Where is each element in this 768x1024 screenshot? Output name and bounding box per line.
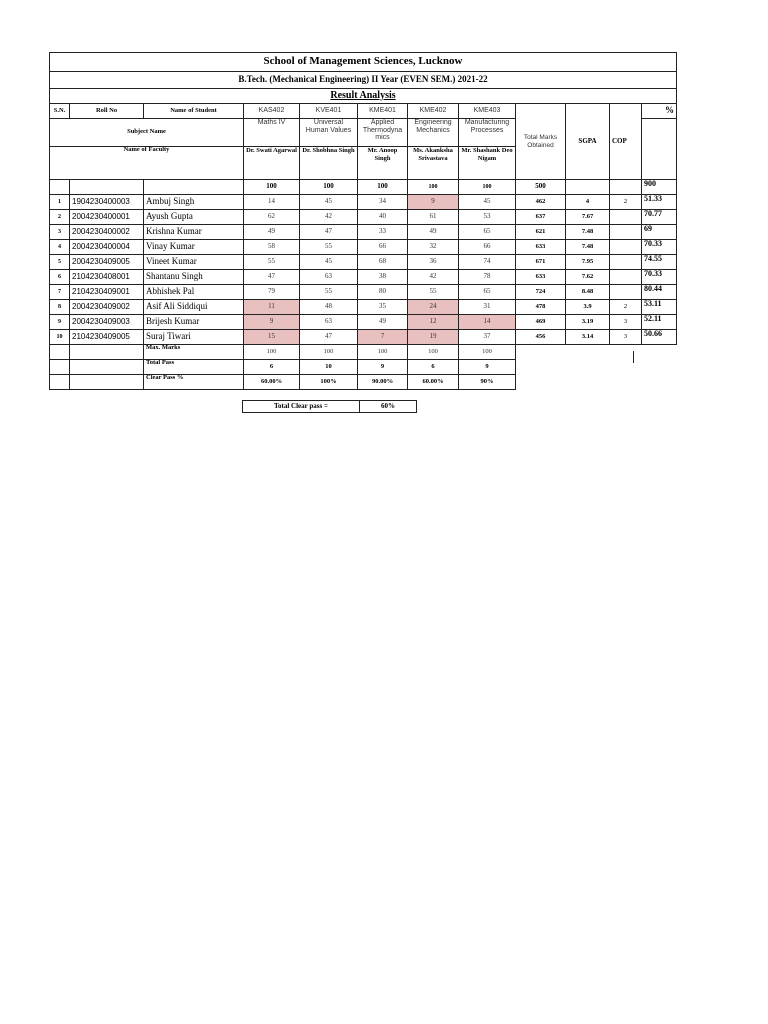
summary-value: 10 [300, 360, 358, 375]
cell-cursor [633, 351, 634, 363]
total-marks: 637 [516, 210, 566, 225]
subject-mark: 14 [244, 195, 300, 210]
serial-number: 1 [50, 195, 70, 210]
result-table [49, 52, 677, 390]
student-row [50, 270, 677, 285]
percentage-value: 70.33 [642, 270, 677, 285]
total-marks: 469 [516, 315, 566, 330]
subject-mark: 9 [408, 195, 459, 210]
summary-value: 100 [459, 345, 516, 360]
total-clear-label: Total Clear pass = [243, 401, 360, 413]
subject-mark: 65 [459, 225, 516, 240]
sgpa-value: 7.67 [566, 210, 610, 225]
subject-code: KVE401 [300, 104, 358, 119]
roll-header: Roll No [70, 104, 144, 119]
roll-number: 2004230400002 [70, 225, 144, 240]
subject-mark: 47 [300, 225, 358, 240]
subject-max: 100 [244, 180, 300, 195]
subject-mark: 31 [459, 300, 516, 315]
subject-name: Engineering Mechanics [408, 119, 459, 147]
summary-value: 60.00% [408, 375, 459, 390]
student-row [50, 300, 677, 315]
student-name: Ambuj Singh [144, 195, 244, 210]
cop-value [610, 210, 642, 225]
sgpa-value: 7.62 [566, 270, 610, 285]
subject-mark: 37 [459, 330, 516, 345]
blank-cell [50, 180, 70, 195]
summary-value: 6 [408, 360, 459, 375]
sgpa-value: 4 [566, 195, 610, 210]
sgpa-header: SGPA [566, 104, 610, 180]
serial-number: 5 [50, 255, 70, 270]
subject-mark: 61 [408, 210, 459, 225]
student-name: Krishna Kumar [144, 225, 244, 240]
roll-number: 2104230409001 [70, 285, 144, 300]
total-clear-box [242, 400, 417, 413]
subject-mark: 49 [408, 225, 459, 240]
total-marks: 621 [516, 225, 566, 240]
student-row [50, 285, 677, 300]
student-name: Brijesh Kumar [144, 315, 244, 330]
subject-mark: 63 [300, 270, 358, 285]
subject-mark: 45 [300, 195, 358, 210]
subject-mark: 42 [300, 210, 358, 225]
cop-value [610, 285, 642, 300]
subject-mark: 38 [358, 270, 408, 285]
serial-number: 2 [50, 210, 70, 225]
roll-number: 2004230409002 [70, 300, 144, 315]
subject-mark: 19 [408, 330, 459, 345]
roll-number: 1904230400003 [70, 195, 144, 210]
total-marks: 671 [516, 255, 566, 270]
subject-mark: 34 [358, 195, 408, 210]
cop-value: 3 [610, 315, 642, 330]
subject-mark: 42 [408, 270, 459, 285]
serial-number: 4 [50, 240, 70, 255]
student-row [50, 210, 677, 225]
subject-mark: 14 [459, 315, 516, 330]
faculty-name: Dr. Swati Agarwal [244, 147, 300, 180]
subject-mark: 65 [459, 285, 516, 300]
subject-max: 100 [300, 180, 358, 195]
summary-label: Total Pass [144, 360, 244, 375]
summary-label: Clear Pass % [144, 375, 244, 390]
percentage-value: 51.33 [642, 195, 677, 210]
subject-code: KAS402 [244, 104, 300, 119]
roll-number: 2104230408001 [70, 270, 144, 285]
serial-number: 7 [50, 285, 70, 300]
student-row [50, 195, 677, 210]
sn-header: S.N. [50, 104, 70, 119]
sgpa-value: 3.9 [566, 300, 610, 315]
summary-value: 9 [358, 360, 408, 375]
student-row [50, 255, 677, 270]
clear-pass-row [50, 375, 677, 390]
subject-code: KME403 [459, 104, 516, 119]
student-name: Abhishek Pal [144, 285, 244, 300]
subject-mark: 36 [408, 255, 459, 270]
cop-value [610, 255, 642, 270]
percent-header: % [642, 104, 677, 119]
summary-value: 9 [459, 360, 516, 375]
student-name: Vinay Kumar [144, 240, 244, 255]
subject-mark: 15 [244, 330, 300, 345]
percent-max: 900 [642, 180, 677, 195]
cop-value [610, 270, 642, 285]
faculty-name: Mr. Shashank Deo Nigam [459, 147, 516, 180]
student-row [50, 315, 677, 330]
student-name: Ayush Gupta [144, 210, 244, 225]
total-marks: 724 [516, 285, 566, 300]
sgpa-value: 3.14 [566, 330, 610, 345]
total-max: 500 [516, 180, 566, 195]
total-pass-row [50, 360, 677, 375]
subject-mark: 58 [244, 240, 300, 255]
result-sheet [49, 52, 677, 390]
blank-cell [70, 345, 144, 360]
subject-mark: 55 [300, 240, 358, 255]
blank-cell [610, 180, 642, 195]
blank-cell [70, 360, 144, 375]
subject-mark: 55 [300, 285, 358, 300]
total-marks: 478 [516, 300, 566, 315]
serial-number: 8 [50, 300, 70, 315]
sgpa-value: 3.19 [566, 315, 610, 330]
section-title: Result Analysis [50, 89, 677, 104]
subject-mark: 45 [459, 195, 516, 210]
percentage-value: 80.44 [642, 285, 677, 300]
roll-number: 2004230409005 [70, 255, 144, 270]
cop-value [610, 240, 642, 255]
blank-cell [70, 180, 144, 195]
roll-number: 2004230400001 [70, 210, 144, 225]
serial-number: 10 [50, 330, 70, 345]
summary-value: 100% [300, 375, 358, 390]
subject-name: Applied Thermodyna mics [358, 119, 408, 147]
cop-value: 3 [610, 330, 642, 345]
subject-mark: 78 [459, 270, 516, 285]
summary-value: 6 [244, 360, 300, 375]
subject-mark: 63 [300, 315, 358, 330]
student-name: Suraj Tiwari [144, 330, 244, 345]
blank-cell [144, 180, 244, 195]
blank-cell [70, 375, 144, 390]
subject-mark: 24 [408, 300, 459, 315]
summary-value: 90% [459, 375, 516, 390]
total-marks: 456 [516, 330, 566, 345]
faculty-name: Mr. Anoop Singh [358, 147, 408, 180]
sgpa-value: 7.48 [566, 225, 610, 240]
roll-number: 2004230409003 [70, 315, 144, 330]
cop-value: 2 [610, 300, 642, 315]
subject-max: 100 [358, 180, 408, 195]
cop-header: COP [610, 104, 642, 180]
program-title: B.Tech. (Mechanical Engineering) II Year (EVEN SEM.) 2021-22 [50, 72, 677, 89]
summary-value: 100 [244, 345, 300, 360]
summary-label: Max. Marks [144, 345, 244, 360]
summary-value: 60.00% [244, 375, 300, 390]
roll-number: 2004230400004 [70, 240, 144, 255]
percentage-value: 70.77 [642, 210, 677, 225]
cop-value [610, 225, 642, 240]
summary-value: 90.00% [358, 375, 408, 390]
subject-mark: 49 [358, 315, 408, 330]
subject-mark: 35 [358, 300, 408, 315]
roll-number: 2104230409005 [70, 330, 144, 345]
subject-mark: 66 [358, 240, 408, 255]
student-name: Asif Ali Siddiqui [144, 300, 244, 315]
subject-mark: 40 [358, 210, 408, 225]
sgpa-value: 7.95 [566, 255, 610, 270]
blank-cell [50, 345, 70, 360]
percentage-value: 52.11 [642, 315, 677, 330]
subject-name: Universal Human Values [300, 119, 358, 147]
subject-mark: 80 [358, 285, 408, 300]
max-marks-row [50, 345, 677, 360]
serial-number: 3 [50, 225, 70, 240]
student-name: Vineet Kumar [144, 255, 244, 270]
faculty-name: Ms. Akanksha Srivastava [408, 147, 459, 180]
subject-mark: 74 [459, 255, 516, 270]
school-title: School of Management Sciences, Lucknow [50, 53, 677, 72]
subject-mark: 55 [408, 285, 459, 300]
subject-mark: 9 [244, 315, 300, 330]
subject-mark: 79 [244, 285, 300, 300]
total-marks: 462 [516, 195, 566, 210]
student-header: Name of Student [144, 104, 244, 119]
student-row [50, 240, 677, 255]
subject-mark: 12 [408, 315, 459, 330]
sgpa-value: 8.48 [566, 285, 610, 300]
blank-cell [50, 375, 70, 390]
student-row [50, 225, 677, 240]
sgpa-value: 7.48 [566, 240, 610, 255]
subject-mark: 49 [244, 225, 300, 240]
total-marks: 633 [516, 270, 566, 285]
percentage-value: 53.11 [642, 300, 677, 315]
subject-name: Manufacturing Processes [459, 119, 516, 147]
total-marks-header: Total Marks Obtained [516, 104, 566, 180]
subject-code: KME402 [408, 104, 459, 119]
subject-mark: 66 [459, 240, 516, 255]
subject-code: KME401 [358, 104, 408, 119]
subject-mark: 32 [408, 240, 459, 255]
subject-name: Maths IV [244, 119, 300, 147]
faculty-label: Name of Faculty [50, 147, 244, 180]
total-clear-value: 60% [360, 401, 417, 413]
cop-value: 2 [610, 195, 642, 210]
subject-mark: 68 [358, 255, 408, 270]
blank-cell [566, 180, 610, 195]
summary-value: 100 [358, 345, 408, 360]
student-row [50, 330, 677, 345]
subject-max: 100 [408, 180, 459, 195]
percentage-value: 70.33 [642, 240, 677, 255]
subject-mark: 48 [300, 300, 358, 315]
serial-number: 9 [50, 315, 70, 330]
subject-mark: 53 [459, 210, 516, 225]
subject-mark: 11 [244, 300, 300, 315]
blank-cell [50, 360, 70, 375]
percentage-value: 74.55 [642, 255, 677, 270]
subject-name-label: Subject Name [50, 119, 244, 147]
total-marks: 633 [516, 240, 566, 255]
student-name: Shantanu Singh [144, 270, 244, 285]
subject-mark: 7 [358, 330, 408, 345]
subject-mark: 62 [244, 210, 300, 225]
subject-mark: 47 [300, 330, 358, 345]
subject-mark: 55 [244, 255, 300, 270]
subject-mark: 47 [244, 270, 300, 285]
percentage-value: 69 [642, 225, 677, 240]
summary-value: 100 [300, 345, 358, 360]
faculty-name: Dr. Shobhna Singh [300, 147, 358, 180]
percent-spacer [642, 119, 677, 180]
summary-value: 100 [408, 345, 459, 360]
serial-number: 6 [50, 270, 70, 285]
subject-mark: 33 [358, 225, 408, 240]
subject-mark: 45 [300, 255, 358, 270]
percentage-value: 50.66 [642, 330, 677, 345]
subject-max: 100 [459, 180, 516, 195]
